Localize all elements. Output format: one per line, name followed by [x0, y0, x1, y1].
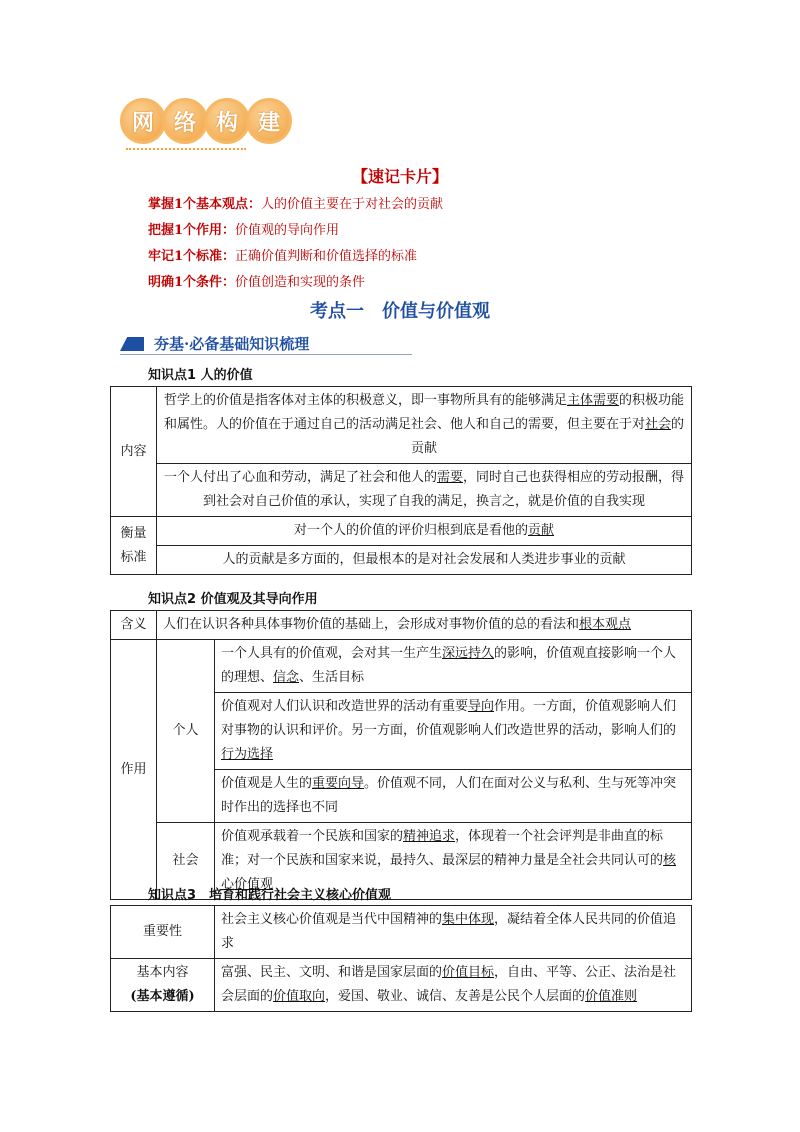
kp1-content-2: 一个人付出了心血和劳动，满足了社会和他人的需要，同时自己也获得相应的劳动报酬，得到社会对自己价值的承认，实现了自我的满足，换言之，就是价值的自我实现 — [157, 464, 692, 517]
kp3-table — [110, 905, 692, 1012]
kp2-person-1: 一个人具有的价值观，会对其一生产生深远持久的影响，价值观直接影响一个人的理想、信念、生活目标 — [215, 640, 692, 693]
kp2-person-3: 价值观是人生的重要向导。价值观不同，人们在面对公义与私利、生与死等冲突时作出的选择也不同 — [215, 770, 692, 823]
basic-content-label: 基本内容 (基本遵循) — [111, 959, 215, 1012]
kp3-title: 知识点3 培育和践行社会主义核心价值观 — [148, 888, 392, 903]
banner-char: 网 — [120, 98, 166, 144]
section-marker-icon — [120, 337, 144, 351]
kp1-content-1: 哲学上的价值是指客体对主体的积极意义，即一事物所具有的能够满足主体需要的积极功能和属性。人的价值在于通过自己的活动满足社会、他人和自己的需要，但主要在于对社会的贡献 — [157, 387, 692, 464]
meaning-label: 含义 — [111, 611, 157, 640]
kp2-meaning: 人们在认识各种具体事物价值的基础上，会形成对事物价值的总的看法和根本观点 — [157, 611, 692, 640]
point-title: 考点一 价值与价值观 — [310, 301, 490, 322]
role-label: 作用 — [111, 640, 157, 900]
person-label: 个人 — [157, 640, 215, 823]
kp1-title: 知识点1 人的价值 — [148, 368, 253, 383]
kp2-society: 价值观承载着一个民族和国家的精神追求，体现着一个社会评判是非曲直的标准；对一个民族和国家来说，最持久、最深层的精神力量是全社会共同认可的核心价值观 — [215, 823, 692, 900]
banner-divider — [126, 148, 246, 150]
network-build-banner — [120, 98, 288, 144]
kp1-measure-2: 人的贡献是多方面的，但最根本的是对社会发展和人类进步事业的贡献 — [157, 546, 692, 575]
card-title: 【速记卡片】 — [351, 167, 448, 186]
kp1-measure-1: 对一个人的价值的评价归根到底是看他的贡献 — [157, 517, 692, 546]
card-line: 把握1个作用：价值观的导向作用 — [148, 223, 340, 238]
banner-char: 建 — [246, 98, 292, 144]
kp3-basic-content: 富强、民主、文明、和谐是国家层面的价值目标，自由、平等、公正、法治是社会层面的价值取向，爱国、敬业、诚信、友善是公民个人层面的价值准则 — [215, 959, 692, 1012]
kp3-importance: 社会主义核心价值观是当代中国精神的集中体现，凝结着全体人民共同的价值追求 — [215, 906, 692, 959]
society-label: 社会 — [157, 823, 215, 900]
section-header — [120, 333, 412, 355]
card-line: 明确1个条件：价值创造和实现的条件 — [148, 275, 366, 290]
section-underline — [120, 354, 412, 355]
card-line: 掌握1个基本观点：人的价值主要在于对社会的贡献 — [148, 197, 444, 212]
kp2-title: 知识点2 价值观及其导向作用 — [148, 592, 318, 607]
importance-label: 重要性 — [111, 906, 215, 959]
banner-char: 络 — [162, 98, 208, 144]
banner-char: 构 — [204, 98, 250, 144]
kp2-person-2: 价值观对人们认识和改造世界的活动有重要导向作用。一方面，价值观影响人们对事物的认识和评价。另一方面，价值观影响人们改造世界的活动，影响人们的行为选择 — [215, 693, 692, 770]
kp2-table — [110, 610, 692, 900]
measure-label: 衡量 标准 — [111, 517, 157, 575]
kp1-table — [110, 386, 692, 575]
content-label: 内容 — [111, 387, 157, 517]
card-line: 牢记1个标准：正确价值判断和价值选择的标准 — [148, 249, 418, 264]
section-title: 夯基·必备基础知识梳理 — [154, 335, 310, 353]
